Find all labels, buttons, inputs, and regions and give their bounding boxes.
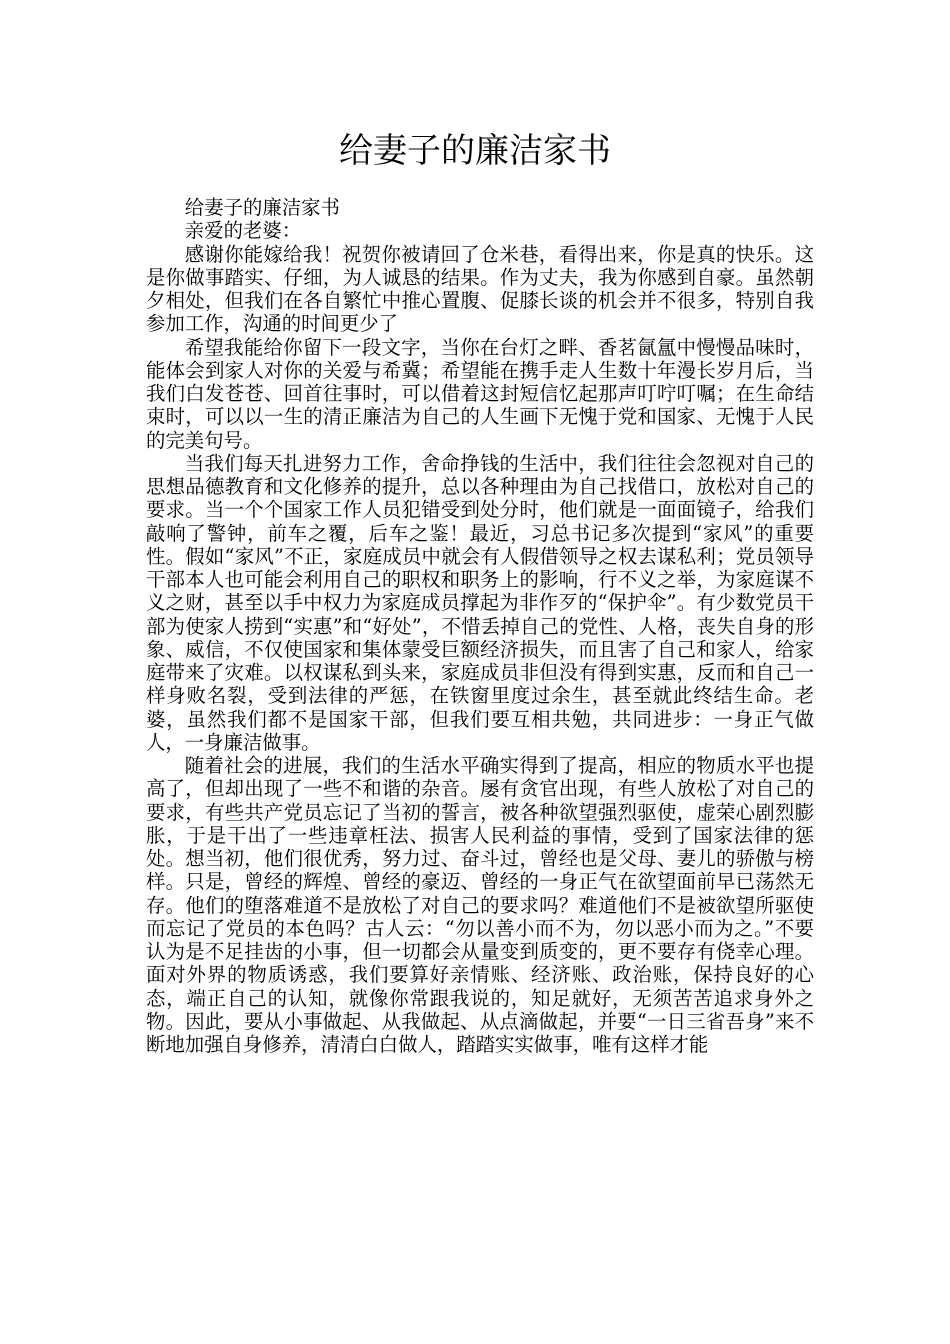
paragraph: 感谢你能嫁给我！祝贺你被请回了仓米巷，看得出来，你是真的快乐。这是你做事踏实、仔细，为人诚恳的结果。作为丈夫，我为你感到自豪。虽然朝夕相处，但我们在各自繁忙中推心置腹、促膝长谈的机会并不很多，特别自我参加工作，沟通的时间更少了 bbox=[146, 242, 814, 336]
heading-line: 给妻子的廉洁家书 bbox=[184, 196, 340, 219]
paragraph: 当我们每天扎进努力工作，舍命挣钱的生活中，我们往往会忽视对自己的思想品德教育和文化修养的提升，总以各种理由为自己找借口，放松对自己的要求。当一个个国家工作人员犯错受到处分时，他们就是一面面镜子，给我们敲响了警钟，前车之覆，后车之鉴！最近，习总书记多次提到“家风”的重要性。假如“家风”不正，家庭成员中就会有人假借领导之权去谋私利；党员领导干部本人也可能会利用自己的职权和职务上的影响，行不义之举，为家庭谋不义之财，甚至以手中权力为家庭成员撑起为非作歹的“保护伞”。有少数党员干部为使家人捞到“实惠”和“好处”，不惜丢掉自己的党性、人格，丧失自身的形象、威信，不仅使国家和集体蒙受巨额经济损失，而且害了自己和家人，给家庭带来了灾难。以权谋私到头来，家庭成员非但没有得到实惠，反而和自己一样身败名裂，受到法律的严惩，在铁窗里度过余生，甚至就此终结生命。老婆，虽然我们都不是国家干部，但我们要互相共勉，共同进步：一身正气做人，一身廉洁做事。 bbox=[146, 451, 814, 754]
document-title: 给妻子的廉洁家书 bbox=[339, 131, 611, 171]
document-body bbox=[146, 196, 814, 1056]
salutation: 亲爱的老婆： bbox=[184, 219, 302, 243]
paragraph: 随着社会的进展，我们的生活水平确实得到了提高，相应的物质水平也提高了，但却出现了一些不和谐的杂音。屡有贪官出现，有些人放松了对自己的要求，有些共产党员忘记了当初的誓言，被各种欲望强烈驱使，虚荣心剧烈膨胀，于是干出了一些违章枉法、损害人民利益的事情，受到了国家法律的惩处。想当初，他们很优秀，努力过、奋斗过，曾经也是父母、妻儿的骄傲与榜样。只是，曾经的辉煌、曾经的豪迈、曾经的一身正气在欲望面前早已荡然无存。他们的堕落难道不是放松了对自己的要求吗？难道他们不是被欲望所驱使而忘记了党员的本色吗？古人云：“勿以善小而不为，勿以恶小而为之。”不要认为是不足挂齿的小事，但一切都会从量变到质变的，更不要存有侥幸心理。面对外界的物质诱惑，我们要算好亲情账、经济账、政治账，保持良好的心态，端正自己的认知，就像你常跟我说的，知足就好，无须苦苦追求身外之物。因此，要从小事做起、从我做起、从点滴做起，并要“一日三省吾身”来不断地加强自身修养，清清白白做人，踏踏实实做事，唯有这样才能 bbox=[146, 754, 814, 1056]
paragraph: 希望我能给你留下一段文字，当你在台灯之畔、香茗氤氲中慢慢品味时，能体会到家人对你的关爱与希冀；希望能在携手走人生数十年漫长岁月后，当我们白发苍苍、回首往事时，可以借着这封短信忆起那声叮咛叮嘱；在生命结束时，可以以一生的清正廉洁为自己的人生画下无愧于党和国家、无愧于人民的完美句号。 bbox=[146, 335, 814, 452]
